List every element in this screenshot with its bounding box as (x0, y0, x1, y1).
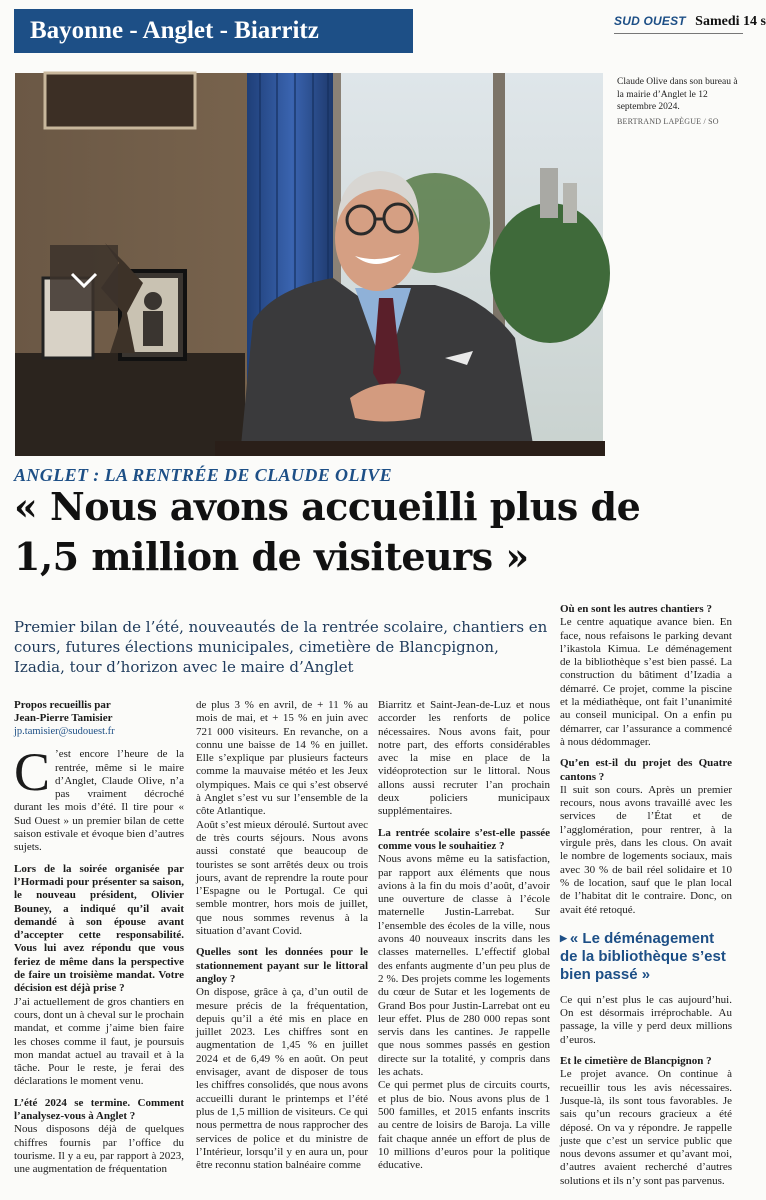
section-rubric: Bayonne - Anglet - Biarritz (14, 9, 413, 53)
answer-text: Le centre aquatique avance bien. En face, nous refaisons le parking devant l’ikastola Kimua. Le déménagement de la bibliothèque s’est bien passé. La construction du bâtiment d’Izadia a démarré. Ce projet, comme la piscine et la médiathèque, ont fait l’unanimité au conseil municipal. On a enfin pu démarrer, car l’assurance a commencé à nous dédommager. (560, 616, 732, 748)
answer-text: Ce qui permet plus de circuits courts, et plus de bio. Nous avons plus de 1 500 familles, et 2015 enfants inscrits au centre de loisirs de Baroja. La ville fait chaque année un effort de plus de 10 millions d’euros pour la politique éducative. (378, 1079, 550, 1172)
answer-text: Nous disposons déjà de quelques chiffres fournis par l’office du tourisme. Il y a eu, par rapport à 2023, une augmentation de fréquentation (14, 1123, 184, 1176)
answer-text: On dispose, grâce à ça, d’un outil de mesure précis de la fréquentation, depuis qu’il a été mis en place en juillet 2023. Les chiffres sont en augmentation de 1,45 % en juillet 2024 et de 6,49 % en août. On peut envisager, avant de disposer de tous les chiffres consolidés, que nous avons accueilli durant le printemps et l’été plus de 1,5 million de visiteurs. Ce qui nous permettra de nous rapprocher des services de police et du ministre de l’Intérieur, lorsqu’il y en aura un, pour être reconnu station balnéaire comme (196, 986, 368, 1172)
article-headline: « Nous avons accueilli plus de 1,5 million de visiteurs » (14, 484, 641, 579)
author-email-link[interactable]: jp.tamisier@sudouest.fr (14, 726, 115, 737)
photo-caption (617, 76, 739, 128)
answer-text: Ce qui n’est plus le cas aujourd’hui. On est désormais irréprochable. Au passage, la ville y perd deux millions d’euros. (560, 993, 732, 1046)
drop-cap: C (14, 742, 51, 803)
column-4 (560, 603, 732, 1188)
masthead-rule (614, 33, 743, 34)
photo-toggle-button[interactable] (50, 245, 118, 311)
answer-text: Nous avons même eu la satisfaction, par rapport aux éléments que nous avions à la fin du mois d’août, d’avoir une ouverture de classe à l’école maternelle Justin-Larrebat. Sur l’ensemble des écoles de la ville, nous avons 40 nouveaux inscrits dans les classes maternelles. L’effectif global des enfants augmente d’un peu plus de 2 %. Des projets comme les logements du cœur de Sutar et les logements de Grand Bos pour Justin-Larrebat ont eu leur effet. Plus de 280 000 repas sont servis dans les cantines. Je rappelle que nous sommes passés en gestion directe sur la totalité, y compris dans les achats. (378, 853, 550, 1079)
portrait-photo (15, 73, 603, 456)
answer-text: Le projet avance. On continue à recueillir tous les avis nécessaires. Jusque-là, ils sont tous favorables. Je sais qu’un recours gracieux a été déposé. On va y répondre. Je rappelle juste que c’est un service public que nous devons assumer et qu’avant moi, d’autres avaient recherché d’autres solutions et ils n’y sont pas parvenus. (560, 1068, 732, 1187)
answer-text: Il suit son cours. Après un premier recours, nous avons travaillé avec les services de l’État et de l’agglomération, pour rentrer, à la virgule près, dans les clous. On avait le nombre de logements sociaux, mais avec 30 % de bail réel solidaire et 10 % de location, sauf que le plan local de l’habitat dit le contraire. Donc, on avait été retoqué. (560, 783, 732, 916)
question-text: Quelles sont les données pour le stationnement payant sur le littoral angloy ? (196, 946, 368, 985)
issue-date: Samedi 14 s (695, 14, 766, 29)
chevron-down-icon (50, 245, 118, 311)
byline-label: Propos recueillis par (14, 699, 111, 711)
intro-paragraph (14, 742, 184, 854)
question-text: Qu’en est-il du projet des Quatre cantons ? (560, 757, 732, 783)
triangle-bullet-icon: ▶ (560, 932, 567, 943)
question-text: Et le cimetière de Blancpignon ? (560, 1055, 712, 1068)
answer-text: Août s’est mieux déroulé. Surtout avec de très courts séjours. Nous avons aussi constaté que beaucoup de touristes se sont arrêtés deux ou trois jours, avant de reprendre la route pour l’Espagne ou le Portugal. Ce qui semble montrer, hors mois de juillet, que nous sommes revenus à la situation d’avant Covid. (196, 818, 368, 938)
masthead (614, 14, 766, 30)
column-3 (378, 699, 550, 1172)
question-text: L’été 2024 se termine. Comment l’analysez-vous à Anglet ? (14, 1096, 184, 1123)
pull-quote-text: « Le déménagement de la bibliothèque s’est bien passé » (560, 929, 726, 983)
byline-author: Jean-Pierre Tamisier (14, 712, 113, 724)
photo-credit: BERTRAND LAPÈGUE / SO (617, 116, 719, 126)
answer-text: de plus 3 % en avril, de + 11 % au mois de mai, et + 15 % en juin avec 721 000 visiteurs. En revanche, on a connu une baisse de 14 % en juillet. Elle s’explique par plusieurs facteurs comme la mauvaise météo et les Jeux olympiques. Mais ce qui s’est observé à Anglet s’est vu sur l’ensemble de la côte Atlantique. (196, 699, 368, 818)
caption-text: Claude Olive dans son bureau à la mairie d’Anglet le 12 septembre 2024. (617, 77, 738, 112)
answer-text: Biarritz et Saint-Jean-de-Luz et nous accorder les renforts de police nécessaires. Nous avons fait, pour notre part, des efforts considérables avec la mise en place de la vidéoprotection sur le littoral. Nous allons aussi recruter l’an prochain deux policiers municipaux supplémentaires. (378, 699, 550, 818)
article-standfirst: Premier bilan de l’été, nouveautés de la rentrée scolaire, chantiers en cours, futures élections municipales, cimetière de Blancpignon, Izadia, tour d’horizon avec le maire d’Anglet (14, 618, 548, 676)
column-1 (14, 699, 184, 1177)
question-text: La rentrée scolaire s’est-elle passée comme vous le souhaitiez ? (378, 826, 550, 852)
answer-text: J’ai actuellement de gros chantiers en cours, dont un à cheval sur le prochain mandat, et comme j’aime bien faire les choses comme il faut, je poursuis mon mandat actuel au travail et à la tâche. Pour le reste, je ferai des déclarations le moment venu. (14, 995, 184, 1088)
newspaper-name: SUD OUEST (614, 14, 686, 28)
question-text: Lors de la soirée organisée par l’Hormadi pour présenter sa saison, le nouveau président, Olivier Bouney, a indiqué qu’il avait demandé à son épouse avant d’accepter cette responsabilité. Vous lui avez répondu que vous feriez de même dans la perspective de faire un troisième mandat. Votre décision est déjà prise ? (14, 862, 184, 995)
column-2 (196, 699, 368, 1172)
article-kicker: ANGLET : LA RENTRÉE DE CLAUDE OLIVE (14, 465, 393, 485)
intro-text: ’est encore l’heure de la rentrée, même si le maire d’Anglet, Claude Olive, n’a pas vraiment décroché durant les mois d’été. Il tire pour « Sud Ouest » un premier bilan de cette saison estivale et évoque bien d’autres sujets. (14, 748, 184, 854)
pull-quote (560, 929, 732, 984)
question-text: Où en sont les autres chantiers ? (560, 603, 712, 615)
